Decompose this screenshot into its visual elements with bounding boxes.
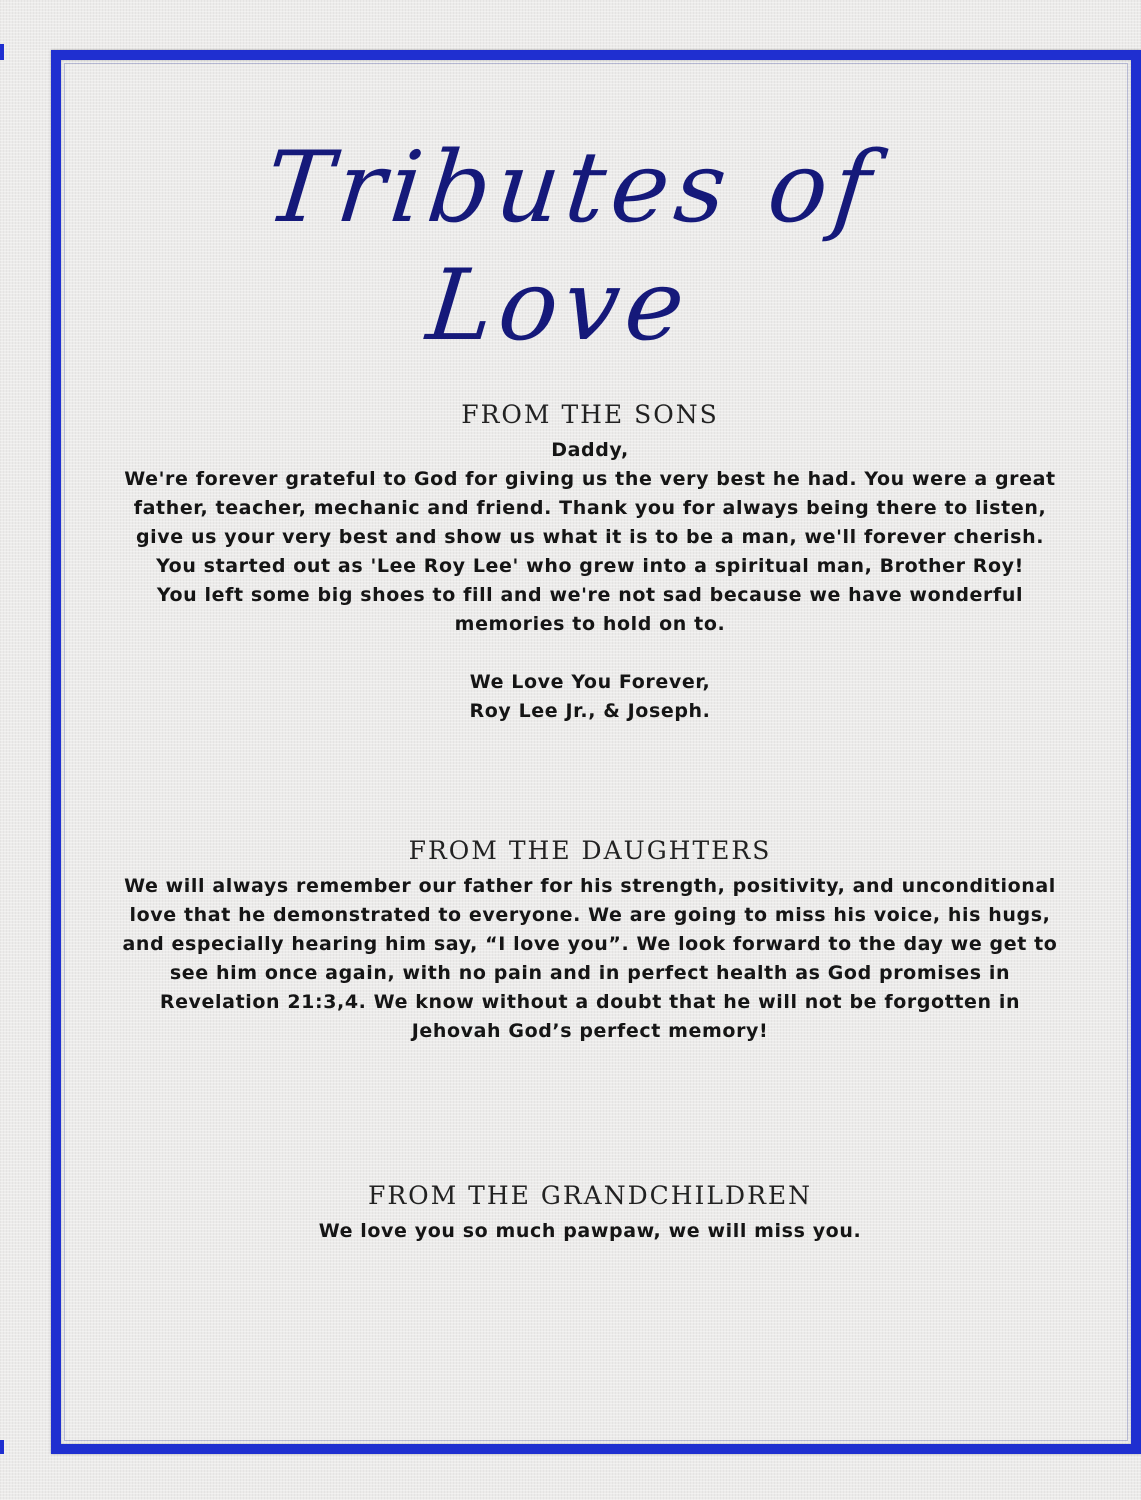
section-from-the-daughters (80, 836, 1100, 1046)
section-heading-grandchildren: FROM THE GRANDCHILDREN (367, 1181, 813, 1210)
tribute-text-grandchildren: We love you so much pawpaw, we will miss you. (318, 1220, 862, 1242)
edge-mark-top (0, 44, 4, 60)
page-title: Tributes of Love (260, 131, 883, 363)
section-heading-sons: FROM THE SONS (461, 400, 719, 429)
edge-mark-bottom (0, 1440, 4, 1454)
section-from-the-grandchildren (80, 1181, 1100, 1246)
tribute-text-sons: Daddy, We're forever grateful to God for giving us the very best he had. You were a great father, teacher, mechanic and friend. Thank you for always being there to listen, give us your very best and show us what it is to be a man, we'll forever cherish. You started out as 'Lee Roy Lee' who grew into a spiritual man, Brother Roy! You left some big shoes to fill and we're not sad because we have wonderful memories to hold on to. We Love You Forever, Roy Lee Jr., & Joseph. (124, 439, 1056, 722)
tribute-text-daughters: We will always remember our father for his strength, positivity, and unconditional love that he demonstrated to everyone. We are going to miss his voice, his hugs, and especially hearing him say, “I love you”. We look forward to the day we get to see him once again, with no pain and in perfect health as God promises in Revelation 21:3,4. We know without a doubt that he will not be forgotten in Jehovah God’s perfect memory! (122, 875, 1058, 1042)
section-from-the-sons (80, 400, 1100, 726)
section-heading-daughters: FROM THE DAUGHTERS (408, 836, 772, 865)
